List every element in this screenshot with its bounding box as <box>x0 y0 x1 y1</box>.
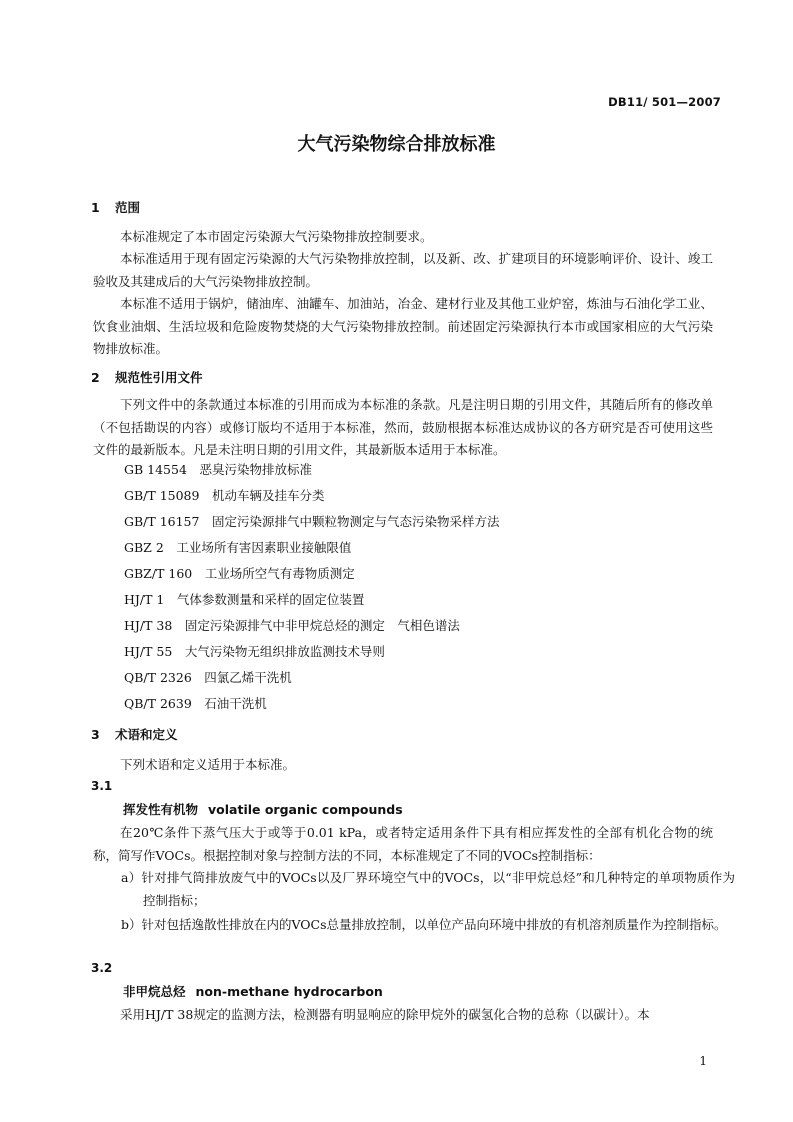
reference-item <box>124 512 500 530</box>
reference-name: 恶臭污染物排放标准 <box>199 462 312 477</box>
paragraph: 下列术语和定义适用于本标准。 <box>120 757 296 772</box>
reference-code: QB/T 2639 <box>124 696 192 711</box>
reference-code: HJ/T 38 <box>124 618 173 633</box>
section-title: 范围 <box>115 200 141 215</box>
term-heading <box>123 982 383 1000</box>
reference-code: GBZ/T 160 <box>124 566 193 581</box>
reference-item <box>124 694 267 712</box>
reference-code: HJ/T 1 <box>124 592 165 607</box>
reference-name: 大气污染物无组织排放监测技术导则 <box>184 644 385 659</box>
section-number: 2 <box>91 370 100 385</box>
reference-name: 石油干洗机 <box>204 696 267 711</box>
section-title: 规范性引用文件 <box>115 370 203 385</box>
reference-code: GB 14554 <box>124 462 187 477</box>
page-number: 1 <box>699 1054 707 1068</box>
section-title: 术语和定义 <box>115 727 178 742</box>
reference-code: HJ/T 55 <box>124 644 173 659</box>
section-1-heading <box>91 198 140 216</box>
reference-name: 机动车辆及挂车分类 <box>211 488 325 503</box>
term-definition: 采用HJ/T 38规定的监测方法，检测器有明显响应的除甲烷外的碳氢化合物的总称（以碳计）。本 <box>120 1007 650 1022</box>
reference-name: 工业场所有害因素职业接触限值 <box>176 540 352 555</box>
term-english: non-methane hydrocarbon <box>195 984 383 999</box>
reference-code: GB/T 16157 <box>124 514 200 529</box>
paragraph: 下列文件中的条款通过本标准的引用而成为本标准的条款。凡是注明日期的引用文件，其随后所有的修改单（不包括勘误的内容）或修订版均不适用于本标准，然而，鼓励根据本标准达成协议的各方研究是否可使用这些文件的最新版本。凡是未注明日期的引用文件，其最新版本适用于本标准。 <box>93 397 713 457</box>
reference-code: GBZ 2 <box>124 540 164 555</box>
subsection-number: 3.1 <box>91 779 113 793</box>
paragraph: 本标准适用于现有固定污染源的大气污染物排放控制，以及新、改、扩建项目的环境影响评价、设计、竣工验收及其建成后的大气污染物排放控制。 <box>93 251 713 289</box>
reference-name: 工业场所空气有毒物质测定 <box>204 566 355 581</box>
page-title: 大气污染物综合排放标准 <box>297 134 496 155</box>
section-3-heading <box>91 725 178 743</box>
reference-name: 固定污染源排气中颗粒物测定与气态污染物采样方法 <box>211 514 500 529</box>
reference-name: 固定污染源排气中非甲烷总烃的测定 气相色谱法 <box>184 618 460 633</box>
reference-name: 气体参数测量和采样的固定位装置 <box>176 592 365 607</box>
subsection-number: 3.2 <box>91 961 113 975</box>
reference-item <box>124 668 292 686</box>
reference-item <box>124 460 312 478</box>
reference-item <box>124 486 325 504</box>
term-chinese: 挥发性有机物 <box>123 802 199 817</box>
reference-item <box>124 642 385 660</box>
reference-item <box>124 564 355 582</box>
section-number: 1 <box>91 200 100 215</box>
paragraph: 本标准不适用于锅炉，储油库、油罐车、加油站，冶金、建材行业及其他工业炉窑，炼油与石油化学工业、饮食业油烟、生活垃圾和危险废物焚烧的大气污染物排放控制。前述固定污染源执行本市或国家相应的大气污染物排放标准。 <box>93 296 713 356</box>
term-chinese: 非甲烷总烃 <box>123 984 186 999</box>
term-definition: 在20℃条件下蒸气压大于或等于0.01 kPa，或者特定适用条件下具有相应挥发性的全部有机化合物的统称，简写作VOCs。根据控制对象与控制方法的不同，本标准规定了不同的VOCs控制指标： <box>93 825 713 863</box>
term-heading <box>123 800 403 818</box>
list-item: b）针对包括逸散性排放在内的VOCs总量排放控制，以单位产品向环境中排放的有机溶剂质量作为控制指标。 <box>121 917 727 932</box>
paragraph: 本标准规定了本市固定污染源大气污染物排放控制要求。 <box>120 229 433 244</box>
reference-item <box>124 538 351 556</box>
reference-item <box>124 590 364 608</box>
reference-name: 四氯乙烯干洗机 <box>204 670 292 685</box>
reference-item <box>124 616 460 634</box>
section-number: 3 <box>91 727 100 742</box>
reference-code: QB/T 2326 <box>124 670 192 685</box>
document-number: DB11/ 501—2007 <box>608 95 721 109</box>
reference-code: GB/T 15089 <box>124 488 200 503</box>
section-2-heading <box>91 368 203 386</box>
term-english: volatile organic compounds <box>208 802 403 817</box>
list-item: a）针对排气筒排放废气中的VOCs以及厂界环境空气中的VOCs，以“非甲烷总烃”和几种特定的单项物质作为控制指标； <box>121 870 735 908</box>
